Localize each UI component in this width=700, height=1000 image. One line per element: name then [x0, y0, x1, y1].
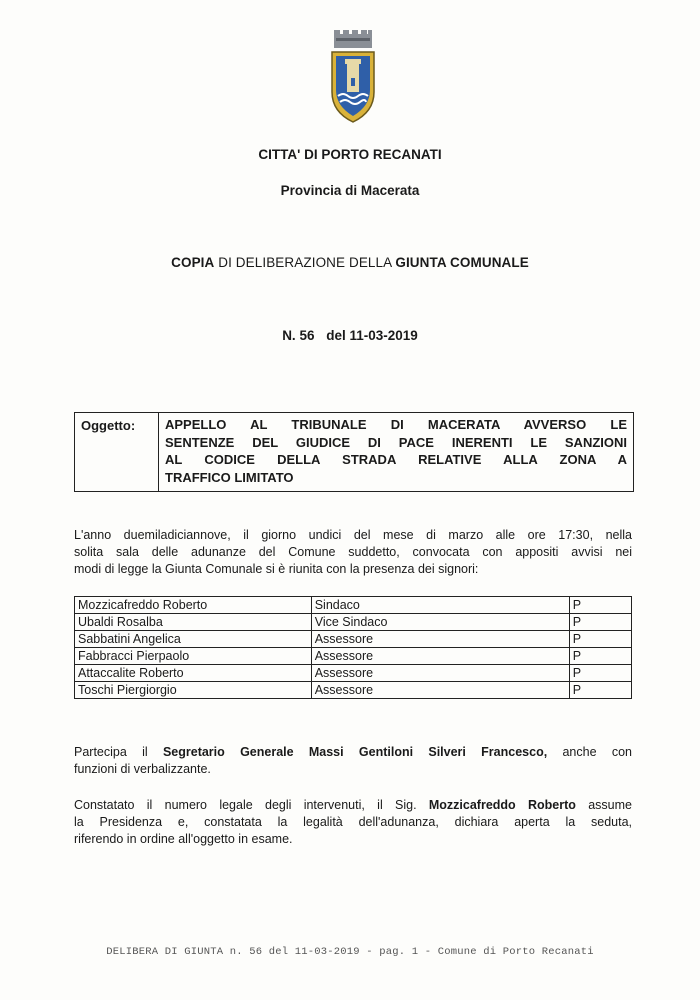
secretary-pre: Partecipa il — [74, 745, 163, 759]
subject-line: APPELLO AL TRIBUNALE DI MACERATA AVVERSO LE — [165, 417, 627, 432]
number-label: N. 56 — [282, 328, 315, 343]
member-name: Fabbracci Pierpaolo — [75, 648, 312, 665]
deliberation-number — [0, 328, 700, 343]
subject-line: SENTENZE DEL GIUDICE DI PACE INERENTI LE SANZIONI — [165, 434, 627, 450]
copy-end: GIUNTA COMUNALE — [395, 255, 529, 270]
president-name: Mozzicafreddo Roberto — [428, 798, 576, 812]
presidency-line-1 — [74, 797, 632, 814]
subject-box — [74, 412, 634, 492]
member-presence: P — [569, 648, 631, 665]
member-presence: P — [569, 665, 631, 682]
subject-text — [159, 413, 633, 491]
subject-line: AL CODICE DELLA STRADA RELATIVE ALLA ZONA A — [165, 452, 627, 467]
member-name: Sabbatini Angelica — [75, 631, 312, 648]
member-role: Assessore — [311, 648, 569, 665]
member-name: Ubaldi Rosalba — [75, 614, 312, 631]
presidency-pre: Constatato il numero legale degli intervenuti, il Sig. — [74, 798, 429, 812]
member-role: Assessore — [311, 665, 569, 682]
member-name: Attaccalite Roberto — [75, 665, 312, 682]
secretary-name: Segretario Generale Massi Gentiloni Silveri Francesco, — [162, 745, 548, 759]
city-title: CITTA' DI PORTO RECANATI — [258, 147, 442, 162]
presidency-paragraph — [74, 797, 632, 848]
table-row — [75, 631, 632, 648]
province-title: Provincia di Macerata — [280, 183, 420, 198]
table-row — [75, 614, 632, 631]
date-label: del 11-03-2019 — [326, 328, 418, 343]
table-row — [75, 682, 632, 699]
subject-line: TRAFFICO LIMITATO — [165, 469, 294, 485]
subject-label: Oggetto: — [75, 413, 159, 491]
intro-line: solita sala delle adunanze del Comune suddetto, convocata con appositi avvisi nei — [74, 545, 632, 559]
members-table — [74, 596, 632, 699]
document-type-title — [0, 255, 700, 270]
intro-paragraph — [74, 527, 632, 578]
member-presence: P — [569, 631, 631, 648]
copy-word: COPIA — [171, 255, 215, 270]
copy-middle: DI DELIBERAZIONE DELLA — [214, 255, 396, 270]
table-row — [75, 597, 632, 614]
presidency-line-3: riferendo in ordine all'oggetto in esame. — [74, 832, 293, 846]
member-role: Vice Sindaco — [311, 614, 569, 631]
intro-line: modi di legge la Giunta Comunale si è riunita con la presenza dei signori: — [74, 562, 479, 576]
member-role: Assessore — [311, 631, 569, 648]
page-footer: DELIBERA DI GIUNTA n. 56 del 11-03-2019 - pag. 1 - Comune di Porto Recanati — [106, 946, 594, 958]
secretary-post: anche con — [547, 745, 632, 759]
member-role: Assessore — [311, 682, 569, 699]
intro-line: L'anno duemiladiciannove, il giorno undici del mese di marzo alle ore 17:30, nella — [74, 528, 632, 542]
member-role: Sindaco — [311, 597, 569, 614]
secretary-line-2: funzioni di verbalizzante. — [74, 762, 211, 776]
presidency-post: assume — [575, 798, 632, 812]
member-name: Mozzicafreddo Roberto — [75, 597, 312, 614]
member-presence: P — [569, 682, 631, 699]
table-row — [75, 648, 632, 665]
member-presence: P — [569, 597, 631, 614]
coat-of-arms-icon — [326, 30, 380, 126]
secretary-line-1 — [74, 744, 632, 761]
member-name: Toschi Piergiorgio — [75, 682, 312, 699]
member-presence: P — [569, 614, 631, 631]
secretary-paragraph — [74, 744, 632, 778]
presidency-line-2: la Presidenza e, constatata la legalità dell'adunanza, dichiara aperta la seduta, — [74, 815, 632, 829]
table-row — [75, 665, 632, 682]
